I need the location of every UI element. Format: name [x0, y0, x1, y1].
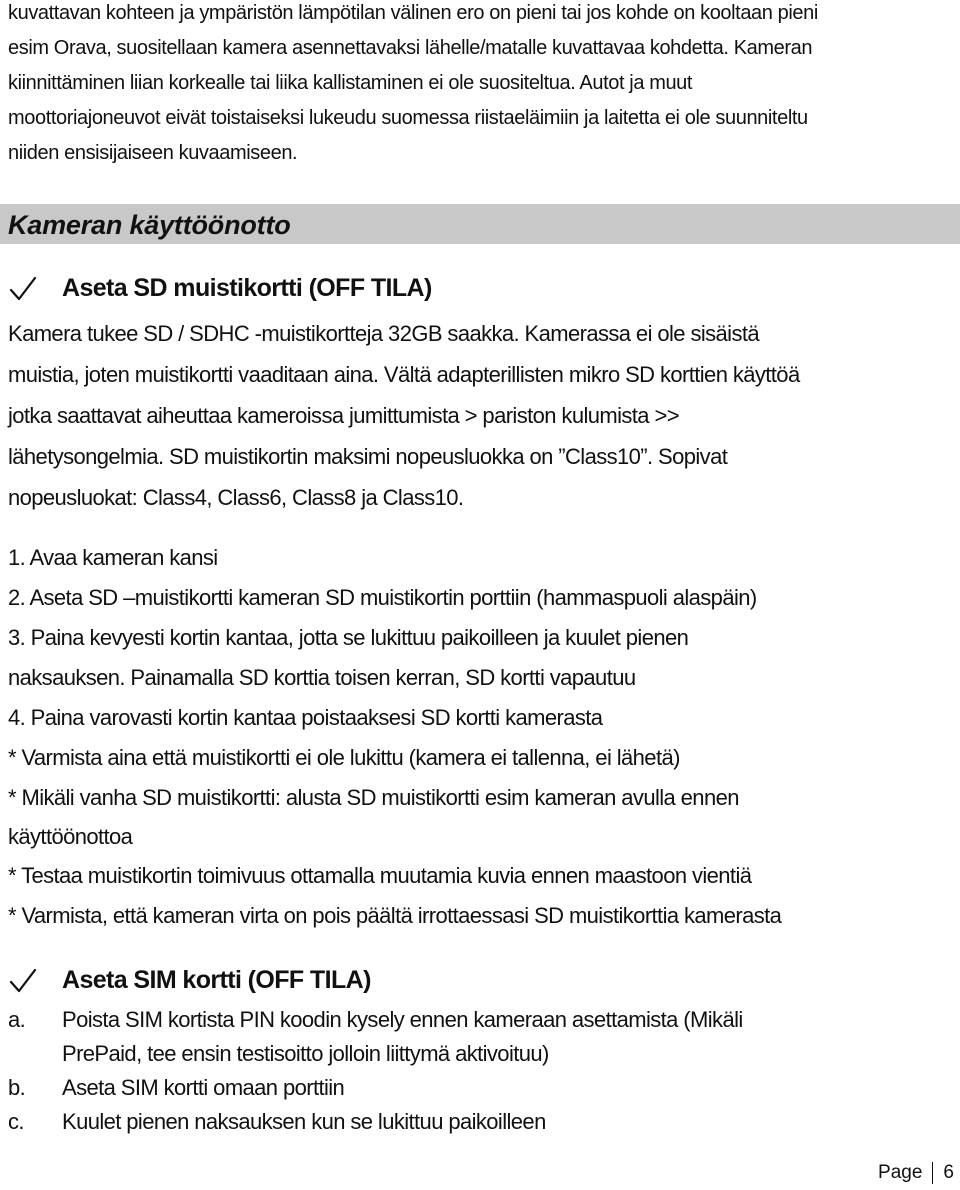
intro-line: kiinnittäminen liian korkealle tai liika kallistaminen ei ole suositeltua. Autot ja muut	[8, 72, 693, 94]
intro-line: kuvattavan kohteen ja ympäristön lämpötilan välinen ero on pieni tai jos kohde on kooltaan pieni	[8, 2, 818, 24]
step-item: 2. Aseta SD –muistikortti kameran SD muistikortin porttiin (hammaspuoli alaspäin)	[8, 585, 757, 610]
sd-section-title-text: Aseta SD muistikortti (OFF TILA)	[62, 274, 432, 302]
list-item-text: Poista SIM kortista PIN koodin kysely ennen kameraan asettamista (Mikäli	[62, 1007, 743, 1032]
note-item: käyttöönottoa	[8, 824, 133, 849]
step-item: naksauksen. Painamalla SD korttia toisen kerran, SD kortti vapautuu	[8, 665, 636, 690]
note-item: * Mikäli vanha SD muistikortti: alusta SD muistikortti esim kameran avulla ennen	[8, 785, 739, 810]
list-marker: c.	[8, 1109, 24, 1134]
page-label: Page	[878, 1162, 923, 1184]
sd-paragraph	[8, 313, 958, 518]
note-item: * Testaa muistikortin toimivuus ottamalla muutamia kuvia ennen maastoon vientiä	[8, 863, 752, 888]
footer-divider	[932, 1162, 933, 1184]
step-item: 1. Avaa kameran kansi	[8, 545, 218, 570]
section-heading-bar	[0, 204, 960, 244]
intro-line: niiden ensisijaiseen kuvaamiseen.	[8, 142, 298, 164]
note-item: * Varmista, että kameran virta on pois päältä irrottaessasi SD muistikorttia kamerasta	[8, 903, 782, 928]
paragraph-line: lähetysongelmia. SD muistikortin maksimi nopeusluokka on ”Class10”. Sopivat	[8, 444, 728, 469]
page-footer	[878, 1162, 954, 1184]
list-item-text: Aseta SIM kortti omaan porttiin	[62, 1075, 345, 1100]
checkmark-icon	[8, 275, 38, 303]
sim-section-title-text: Aseta SIM kortti (OFF TILA)	[62, 966, 371, 994]
paragraph-line: muistia, joten muistikortti vaaditaan aina. Vältä adapterillisten mikro SD korttien käyttöä	[8, 362, 800, 387]
checkmark-icon	[8, 967, 38, 995]
sim-section-title	[8, 966, 371, 995]
note-item: * Varmista aina että muistikortti ei ole lukittu (kamera ei tallenna, ei lähetä)	[8, 745, 680, 770]
list-item-text: PrePaid, tee ensin testisoitto jolloin liittymä aktivoituu)	[62, 1041, 549, 1066]
intro-line: esim Orava, suositellaan kamera asennettavaksi lähelle/matalle kuvattavaa kohdetta. Kameran	[8, 37, 813, 59]
sd-section-title	[8, 274, 432, 303]
paragraph-line: jotka saattavat aiheuttaa kameroissa jumittumista > pariston kulumista >>	[8, 403, 679, 428]
paragraph-line: nopeusluokat: Class4, Class6, Class8 ja Class10.	[8, 485, 464, 510]
list-marker: a.	[8, 1007, 26, 1032]
step-item: 3. Paina kevyesti kortin kantaa, jotta se lukittuu paikoilleen ja kuulet pienen	[8, 625, 689, 650]
intro-paragraph	[8, 0, 958, 171]
list-item-text: Kuulet pienen naksauksen kun se lukittuu paikoilleen	[62, 1109, 546, 1134]
page-title: Kameran käyttöönotto	[8, 210, 291, 240]
step-item: 4. Paina varovasti kortin kantaa poistaaksesi SD kortti kamerasta	[8, 705, 603, 730]
list-marker: b.	[8, 1075, 26, 1100]
page-number: 6	[943, 1162, 954, 1184]
intro-line: moottoriajoneuvot eivät toistaiseksi lukeudu suomessa riistaeläimiin ja laitetta ei ole suunniteltu	[8, 107, 808, 129]
paragraph-line: Kamera tukee SD / SDHC -muistikortteja 32GB saakka. Kamerassa ei ole sisäistä	[8, 321, 759, 346]
